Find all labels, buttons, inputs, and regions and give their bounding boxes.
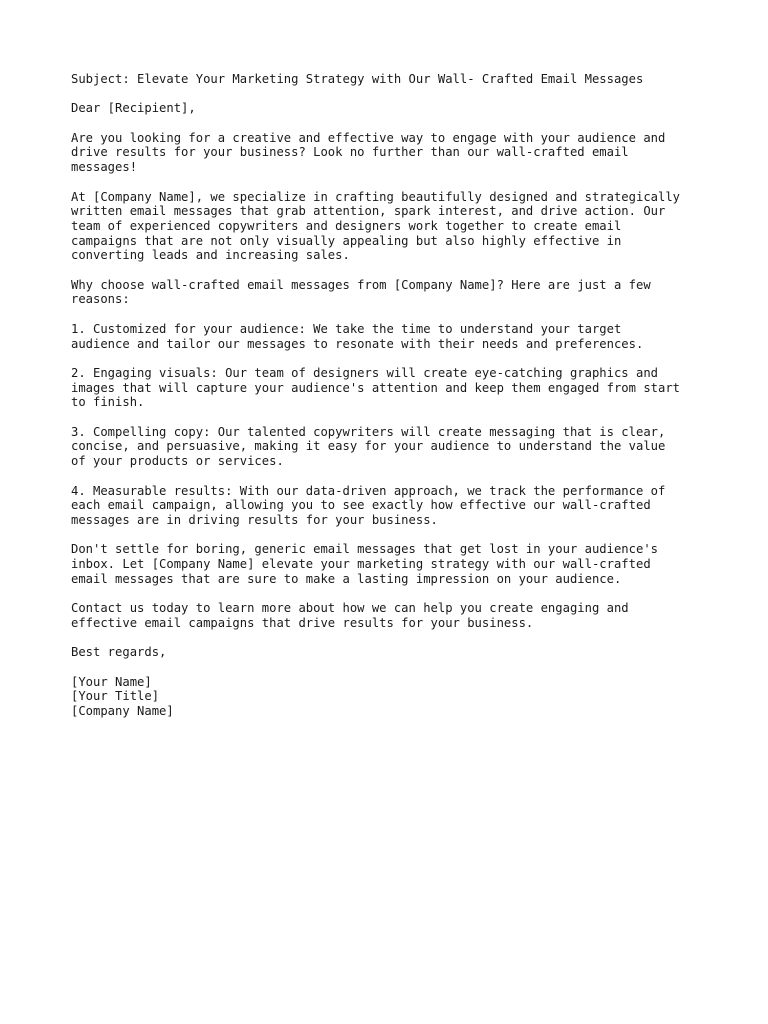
reason-item-visuals: 2. Engaging visuals: Our team of designers will create eye-catching graphics and images that will capture your audience's attention and keep them engaged from start to finish. — [71, 365, 681, 410]
reasons-intro-paragraph: Why choose wall-crafted email messages from [Company Name]? Here are just a few reasons: — [71, 277, 651, 307]
intro-paragraph: Are you looking for a creative and effective way to engage with your audience and drive results for your business? Look no further than our wall-crafted email messages! — [71, 130, 666, 175]
settle-paragraph: Don't settle for boring, generic email messages that get lost in your audience's inbox. Let [Company Name] elevate your marketing strategy with our wall-crafted email messages that are sure to make a lasting impression on your audience. — [71, 542, 658, 586]
contact-paragraph: Contact us today to learn more about how we can help you create engaging and effective email campaigns that drive results for your business. — [71, 601, 629, 630]
letter-page — [71, 72, 731, 719]
closing: Best regards, — [71, 645, 167, 660]
signature-company: [Company Name] — [71, 704, 174, 719]
salutation: Dear [Recipient], — [71, 101, 196, 116]
company-paragraph: At [Company Name], we specialize in crafting beautifully designed and strategically written email messages that grab attention, spark interest, and drive action. Our team of experienced copywriters and designers work together to create email campaigns that are not only visually appealing but also highly effective in converting leads and increasing sales. — [71, 189, 681, 263]
reason-item-customized: 1. Customized for your audience: We take the time to understand your target audience and tailor our messages to resonate with their needs and preferences. — [71, 321, 644, 351]
signature-title: [Your Title] — [71, 689, 160, 704]
reason-item-results: 4. Measurable results: With our data-driven approach, we track the performance of each email campaign, allowing you to see exactly how effective our wall-crafted messages are in driving results for your business. — [71, 483, 666, 527]
email-subject: Subject: Elevate Your Marketing Strategy with Our Wall- Crafted Email Messages — [71, 72, 644, 86]
signature-name: [Your Name] — [71, 674, 152, 689]
reason-item-copy: 3. Compelling copy: Our talented copywriters will create messaging that is clear, concise, and persuasive, making it easy for your audience to understand the value of your products or services. — [71, 424, 666, 469]
